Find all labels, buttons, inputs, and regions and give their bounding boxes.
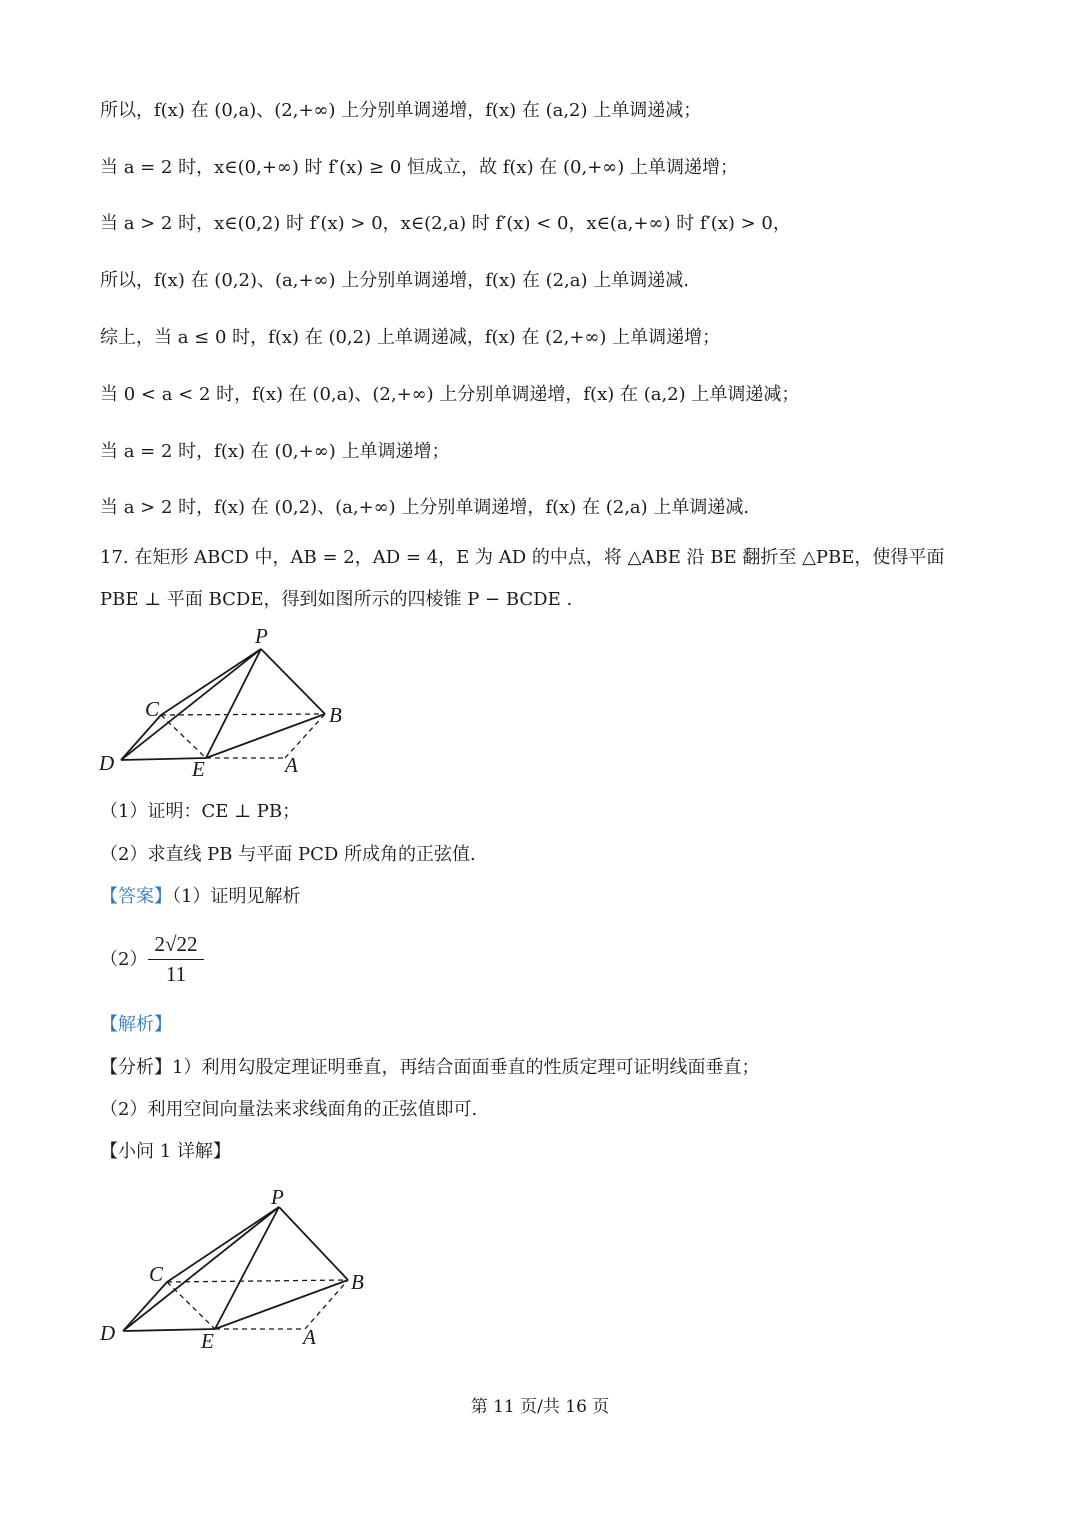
question-2: （2）求直线 PB 与平面 PCD 所成角的正弦值. <box>100 844 476 865</box>
pyramid-figure-1 <box>95 625 355 785</box>
label-D: D <box>100 1321 116 1345</box>
problem-statement: 17. 在矩形 ABCD 中，AB = 2，AD = 4，E 为 AD 的中点，将 △ABE 沿 BE 翻折至 △PBE，使得平面 <box>100 547 945 568</box>
label-B: B <box>329 703 342 727</box>
solution-line: 当 a > 2 时，x∈(0,2) 时 f′(x) > 0，x∈(2,a) 时 f′(x) < 0，x∈(a,+∞) 时 f′(x) > 0， <box>100 213 791 234</box>
label-D: D <box>99 751 115 775</box>
solution-line: 当 0 < a < 2 时，f(x) 在 (0,a)、(2,+∞) 上分别单调递增，f(x) 在 (a,2) 上单调递减； <box>100 384 800 405</box>
label-C: C <box>145 697 160 721</box>
fraction-numerator: 2√22 <box>148 932 204 960</box>
fraction-denominator: 11 <box>165 962 187 986</box>
solution-line: 当 a = 2 时，f(x) 在 (0,+∞) 上单调递增； <box>100 441 450 462</box>
label-B: B <box>351 1270 364 1294</box>
problem-statement-cont: PBE ⊥ 平面 BCDE，得到如图所示的四棱锥 P − BCDE . <box>100 589 573 610</box>
solution-line: 所以，f(x) 在 (0,a)、(2,+∞) 上分别单调递增，f(x) 在 (a,2) 上单调递减； <box>100 100 702 121</box>
solution-line: 所以，f(x) 在 (0,2)、(a,+∞) 上分别单调递增，f(x) 在 (2,a) 上单调递减. <box>100 270 689 291</box>
answer-line <box>100 885 300 909</box>
label-A: A <box>285 753 298 777</box>
detail-tag: 【小问 1 详解】 <box>100 1141 231 1162</box>
page-footer: 第 11 页/共 16 页 <box>470 1397 610 1417</box>
pyramid-figure-2 <box>95 1182 385 1357</box>
analysis-fenxi: 【分析】1）利用勾股定理证明垂直，再结合面面垂直的性质定理可证明线面垂直； <box>100 1057 760 1078</box>
label-E: E <box>192 757 205 781</box>
answer-part-2-prefix: （2） <box>100 949 148 970</box>
solution-line: 当 a > 2 时，f(x) 在 (0,2)、(a,+∞) 上分别单调递增，f(x) 在 (2,a) 上单调递减. <box>100 497 750 518</box>
analysis-tag: 【解析】 <box>100 1014 172 1035</box>
label-A: A <box>303 1325 316 1349</box>
solution-line: 当 a = 2 时，x∈(0,+∞) 时 f′(x) ≥ 0 恒成立，故 f(x) 在 (0,+∞) 上单调递增； <box>100 157 739 178</box>
answer-part-1: （1）证明见解析 <box>172 886 301 907</box>
answer-fraction <box>148 932 204 987</box>
analysis-fenxi-2: （2）利用空间向量法来求线面角的正弦值即可. <box>100 1099 478 1120</box>
solution-line: 综上，当 a ≤ 0 时，f(x) 在 (0,2) 上单调递减，f(x) 在 (2,+∞) 上单调递增； <box>100 327 721 348</box>
answer-tag: 【答案】 <box>100 886 172 907</box>
question-1: （1）证明：CE ⊥ PB； <box>100 801 301 822</box>
label-P: P <box>255 625 268 648</box>
label-E: E <box>201 1329 214 1353</box>
label-P: P <box>271 1185 284 1209</box>
label-C: C <box>149 1262 164 1286</box>
